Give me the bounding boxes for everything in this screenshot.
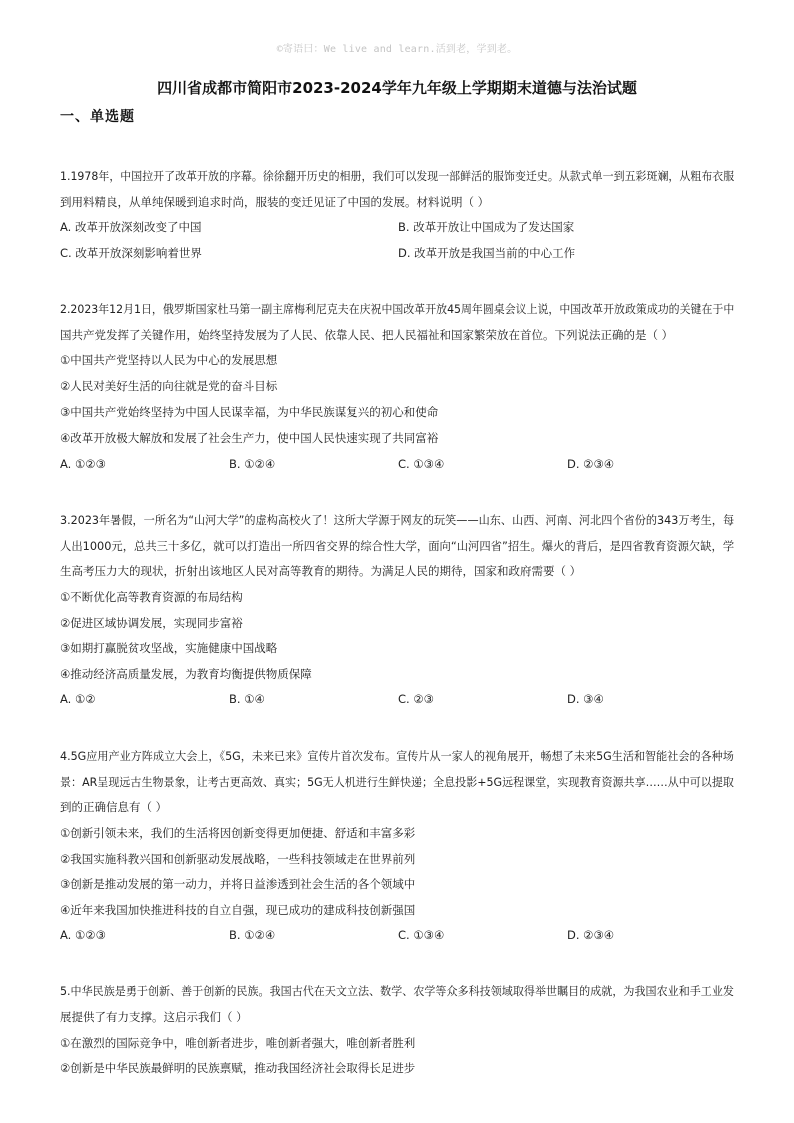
question-3-option-c: C. ②③ (398, 692, 434, 706)
watermark-text: ©寄语曰：We live and learn.活到老，学到老。 (276, 44, 518, 55)
question-5-stem-line: 5.中华民族是勇于创新、善于创新的民族。我国古代在天文立法、数学、农学等众多科技领域取得举世瞩目的成就，为我国农业和手工业发 (60, 984, 734, 998)
question-4-option-d: D. ②③④ (567, 928, 615, 942)
question-1-option-c: C. 改革开放深刻影响着世界 (60, 246, 202, 260)
question-5-statement-2: ②创新是中华民族最鲜明的民族禀赋，推动我国经济社会取得长足进步 (60, 1061, 416, 1075)
question-3-option-b: B. ①④ (229, 692, 265, 706)
question-4-stem-line: 景：AR呈现远古生物景象，让考古更高效、真实；5G无人机进行生鲜快递；全息投影+5G远程课堂，实现教育资源共享……从中可以提取 (60, 775, 734, 789)
question-5-statement-1: ①在激烈的国际竞争中，唯创新者进步，唯创新者强大，唯创新者胜利 (60, 1036, 416, 1050)
question-4-statement-2: ②我国实施科教兴国和创新驱动发展战略，一些科技领域走在世界前列 (60, 852, 416, 866)
question-4-statement-1: ①创新引领未来，我们的生活将因创新变得更加便捷、舒适和丰富多彩 (60, 826, 416, 840)
question-4-option-b: B. ①②④ (229, 928, 276, 942)
question-1-option-b: B. 改革开放让中国成为了发达国家 (398, 220, 575, 234)
question-3-stem-line: 3.2023年暑假，一所名为“山河大学”的虚构高校火了！这所大学源于网友的玩笑——山东、山西、河南、河北四个省份的343万考生，每 (60, 513, 735, 527)
question-3-statement-4: ④推动经济高质量发展，为教育均衡提供物质保障 (60, 667, 312, 681)
question-2-option-b: B. ①②④ (229, 457, 276, 471)
question-3-option-d: D. ③④ (567, 692, 604, 706)
question-4-statement-3: ③创新是推动发展的第一动力，并将日益渗透到社会生活的各个领域中 (60, 877, 416, 891)
question-2-stem-line: 2.2023年12月1日，俄罗斯国家杜马第一副主席梅利尼克夫在庆祝中国改革开放45周年圆桌会议上说，中国改革开放政策成功的关键在于中 (60, 302, 735, 316)
question-2-statement-2: ②人民对美好生活的向往就是党的奋斗目标 (60, 379, 278, 393)
question-5-stem-line: 展提供了有力支撑。这启示我们（ ） (60, 1010, 248, 1024)
question-1-stem-line: 到用料精良，从单纯保暖到追求时尚，服装的变迁见证了中国的发展。材料说明（ ） (60, 195, 490, 209)
question-3-stem-line: 生高考压力大的现状，折射出该地区人民对高等教育的期待。为满足人民的期待，国家和政府需要（ ） (60, 564, 582, 578)
question-2-statement-3: ③中国共产党始终坚持为中国人民谋幸福，为中华民族谋复兴的初心和使命 (60, 405, 439, 419)
question-2-stem-line: 国共产党发挥了关键作用，始终坚持发展为了人民、依靠人民、把人民福祉和国家繁荣放在首位。下列说法正确的是（ ） (60, 328, 674, 342)
question-2-statement-4: ④改革开放极大解放和发展了社会生产力，使中国人民快速实现了共同富裕 (60, 431, 439, 445)
question-3-statement-2: ②促进区域协调发展，实现同步富裕 (60, 616, 243, 630)
question-2-option-d: D. ②③④ (567, 457, 615, 471)
question-4-option-c: C. ①③④ (398, 928, 445, 942)
question-4-option-a: A. ①②③ (60, 928, 106, 942)
question-2-statement-1: ①中国共产党坚持以人民为中心的发展思想 (60, 353, 278, 367)
question-1-option-a: A. 改革开放深刻改变了中国 (60, 220, 202, 234)
question-1-option-d: D. 改革开放是我国当前的中心工作 (398, 246, 576, 260)
question-4-stem-line: 到的正确信息有（ ） (60, 800, 168, 814)
question-4-statement-4: ④近年来我国加快推进科技的自立自强，现已成功的建成科技创新强国 (60, 903, 416, 917)
question-3-statement-1: ①不断优化高等教育资源的布局结构 (60, 590, 243, 604)
document-title: 四川省成都市简阳市2023-2024学年九年级上学期期末道德与法治试题 (157, 79, 637, 97)
question-2-option-c: C. ①③④ (398, 457, 445, 471)
question-4-stem-line: 4.5G应用产业方阵成立大会上，《5G，未来已来》宣传片首次发布。宣传片从一家人的视角展开，畅想了未来5G生活和智能社会的各种场 (60, 749, 734, 763)
question-3-option-a: A. ①② (60, 692, 96, 706)
question-2-option-a: A. ①②③ (60, 457, 106, 471)
section-heading: 一、单选题 (60, 109, 135, 125)
question-3-statement-3: ③如期打赢脱贫攻坚战，实施健康中国战略 (60, 641, 278, 655)
question-3-stem-line: 人出1000元，总共三十多亿，就可以打造出一所四省交界的综合性大学，面向“山河四省”招生。爆火的背后，是四省教育资源欠缺，学 (60, 539, 735, 553)
question-1-stem-line: 1.1978年，中国拉开了改革开放的序幕。徐徐翻开历史的相册，我们可以发现一部鲜活的服饰变迁史。从款式单一到五彩斑斓，从粗布衣服 (60, 169, 735, 183)
